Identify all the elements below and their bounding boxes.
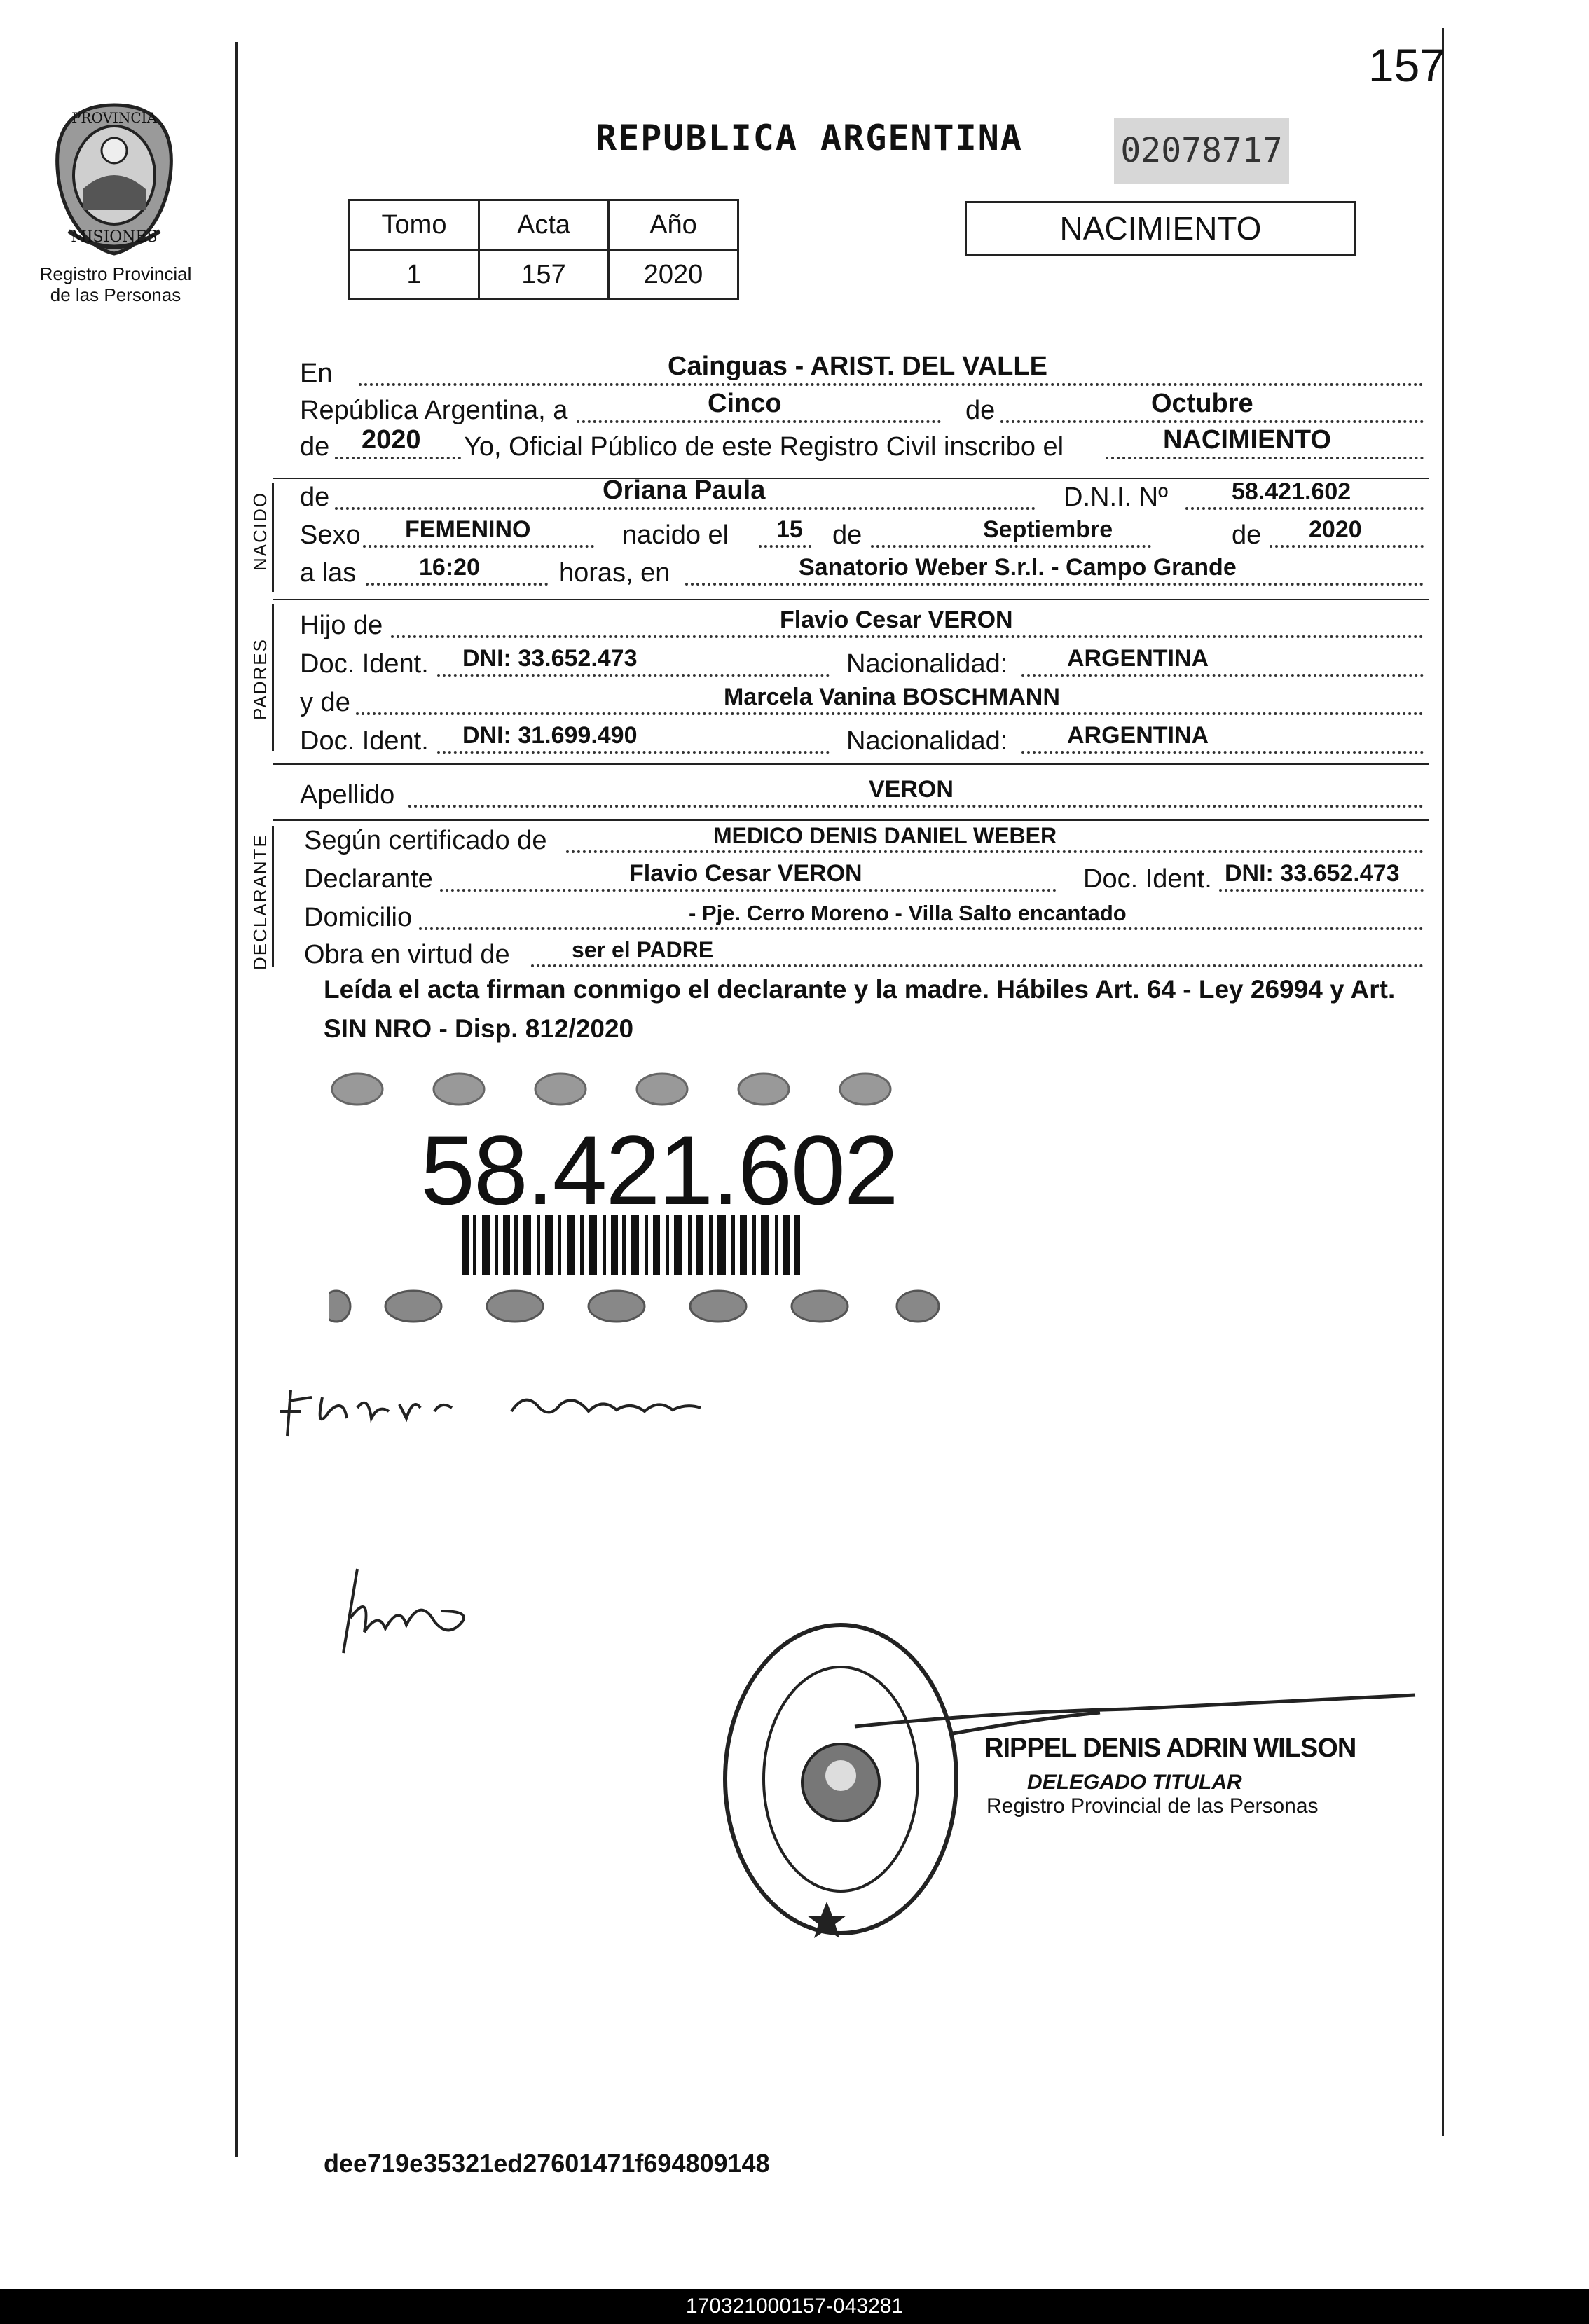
domicilio-label: Domicilio (304, 903, 413, 932)
birth-time-value: 16:20 (419, 554, 480, 581)
coat-of-arms-logo (48, 98, 181, 263)
father-nationality-value: ARGENTINA (1067, 645, 1209, 672)
obra-value: ser el PADRE (572, 937, 714, 962)
official-stamp (715, 1614, 967, 1947)
cert-label: Según certificado de (304, 826, 547, 855)
dni-label: D.N.I. Nº (1064, 483, 1168, 512)
nacido-bracket (272, 483, 274, 592)
nacido-row-3 (300, 553, 1421, 593)
doc-label: Doc. Ident. (300, 726, 429, 756)
dotted-line (391, 635, 1424, 638)
birth-place-value: Sanatorio Weber S.r.l. - Campo Grande (799, 554, 1237, 581)
cert-value: MEDICO DENIS DANIEL WEBER (713, 823, 1057, 848)
declarante-doc-value: DNI: 33.652.473 (1225, 860, 1400, 887)
place-value: Cainguas - ARIST. DEL VALLE (668, 352, 1047, 381)
declarante-row-3 (300, 898, 1421, 937)
alas-label: a las (300, 558, 357, 588)
obra-label: Obra en virtud de (304, 940, 510, 969)
padres-section-label: PADRES (249, 638, 270, 720)
dotted-line (577, 420, 941, 423)
record-type-box: NACIMIENTO (965, 201, 1356, 256)
logo-caption-line-2: de las Personas (50, 284, 181, 305)
padres-row-4 (300, 721, 1421, 761)
dotted-line (1000, 420, 1424, 423)
table-header-acta: Acta (479, 200, 609, 250)
dotted-line (335, 457, 461, 459)
sexo-value: FEMENINO (405, 516, 531, 543)
left-margin-line (235, 42, 238, 2157)
serial-number: 02078717 (1114, 118, 1289, 184)
record-table (348, 199, 739, 300)
father-doc-value: DNI: 33.652.473 (462, 645, 638, 672)
declarante-value: Flavio Cesar VERON (629, 860, 862, 887)
declarante-label: Declarante (304, 864, 433, 894)
signatory-organization: Registro Provincial de las Personas (986, 1794, 1319, 1818)
dotted-line (871, 545, 1151, 548)
declarante-row-2 (300, 859, 1421, 899)
yde-label: y de (300, 688, 350, 717)
nacionalidad-label: Nacionalidad: (846, 726, 1008, 756)
domicilio-value: - Pje. Cerro Moreno - Villa Salto encantado (689, 901, 1127, 925)
document-code: 170321000157-043281 (685, 2295, 904, 2318)
de-label: de (300, 483, 330, 512)
record-table-header-row (350, 200, 738, 250)
mother-doc-value: DNI: 31.699.490 (462, 722, 638, 749)
dotted-line (566, 850, 1424, 853)
de-label: de (965, 396, 996, 425)
de-label: de (1232, 520, 1262, 550)
dotted-line (408, 805, 1424, 808)
dotted-line (363, 545, 594, 548)
record-table-value-row (350, 250, 738, 300)
padres-row-3 (300, 683, 1421, 722)
apellido-row (300, 775, 1421, 815)
sexo-label: Sexo (300, 520, 361, 550)
table-value-acta: 157 (479, 250, 609, 300)
apellido-label: Apellido (300, 780, 395, 810)
declarante-bracket (272, 826, 274, 967)
mother-name-value: Marcela Vanina BOSCHMANN (724, 684, 1060, 710)
rep-label: República Argentina, a (300, 396, 568, 425)
declarante-section-label: DECLARANTE (249, 834, 270, 970)
padres-row-1 (300, 606, 1421, 645)
dotted-line (437, 674, 830, 677)
child-name-value: Oriana Paula (603, 476, 766, 505)
table-value-tomo: 1 (350, 250, 479, 300)
section-divider (273, 599, 1429, 600)
doc-label: Doc. Ident. (1083, 864, 1212, 894)
doc-label: Doc. Ident. (300, 649, 429, 679)
act-value: NACIMIENTO (1163, 425, 1331, 455)
table-value-anio: 2020 (609, 250, 738, 300)
logo-caption (21, 263, 210, 305)
dotted-line (759, 545, 811, 548)
nacionalidad-label: Nacionalidad: (846, 649, 1008, 679)
dotted-line (531, 964, 1424, 967)
year-value: 2020 (362, 425, 421, 455)
signatory-name: RIPPEL DENIS ADRIN WILSON (984, 1734, 1356, 1763)
nacido-row-2 (300, 516, 1421, 555)
birth-day-value: 15 (776, 516, 803, 543)
dotted-line (335, 507, 1036, 510)
table-header-tomo: Tomo (350, 200, 479, 250)
dotted-line (359, 383, 1424, 386)
section-divider (273, 763, 1429, 765)
page-title: REPUBLICA ARGENTINA (596, 118, 1023, 158)
intro-row-1 (300, 354, 1421, 393)
signatory-role: DELEGADO TITULAR (1027, 1771, 1242, 1794)
dotted-line (366, 583, 548, 586)
intro-row-2 (300, 391, 1421, 430)
dotted-line (437, 751, 830, 754)
nacido-row-1 (300, 478, 1421, 517)
dotted-line (1270, 545, 1424, 548)
nacido-label: nacido el (622, 520, 729, 550)
dotted-line (419, 927, 1424, 930)
document-hash: dee719e35321ed27601471f694809148 (324, 2149, 770, 2178)
svg-text:MISIONES: MISIONES (71, 228, 158, 246)
dotted-line (685, 583, 1424, 586)
dotted-line (356, 712, 1424, 715)
month-value: Octubre (1151, 389, 1253, 418)
document-code-bar (0, 2289, 1589, 2324)
dotted-line (1106, 457, 1424, 459)
dotted-line (1219, 889, 1424, 892)
en-label: En (300, 359, 333, 388)
official-signature (329, 1555, 504, 1671)
horas-label: horas, en (559, 558, 670, 588)
father-name-value: Flavio Cesar VERON (780, 607, 1013, 633)
de-label: de (832, 520, 862, 550)
hijo-label: Hijo de (300, 611, 383, 640)
dotted-line (440, 889, 1057, 892)
dni-sticker-number: 58.421.602 (420, 1115, 897, 1225)
declarante-row-4 (300, 935, 1421, 974)
dotted-line (1022, 751, 1424, 754)
dotted-line (1022, 674, 1424, 677)
intro-row-3 (300, 427, 1421, 466)
declarante-row-1 (300, 821, 1421, 860)
padres-bracket (272, 604, 274, 751)
svg-text:PROVINCIA: PROVINCIA (71, 109, 158, 126)
logo-caption-line-1: Registro Provincial (39, 263, 192, 284)
nacido-section-label: NACIDO (249, 491, 270, 571)
right-margin-line (1442, 28, 1444, 2136)
mother-nationality-value: ARGENTINA (1067, 722, 1209, 749)
birth-month-value: Septiembre (983, 516, 1113, 543)
table-header-anio: Año (609, 200, 738, 250)
yo-label: Yo, Oficial Público de este Registro Civil inscribo el (464, 432, 1064, 462)
closing-statement: Leída el acta firman conmigo el declarante y la madre. Hábiles Art. 64 - Ley 26994 y Art. SIN NRO - Disp. 812/2020 (324, 975, 1396, 1043)
dotted-line (1185, 507, 1424, 510)
apellido-value: VERON (869, 776, 954, 803)
padres-row-2 (300, 644, 1421, 684)
child-dni-value: 58.421.602 (1232, 478, 1351, 505)
day-value: Cinco (708, 389, 782, 418)
declarant-signature (273, 1369, 806, 1450)
page-number: 157 (1368, 39, 1445, 91)
birth-year-value: 2020 (1309, 516, 1362, 543)
de2-label: de (300, 432, 330, 462)
